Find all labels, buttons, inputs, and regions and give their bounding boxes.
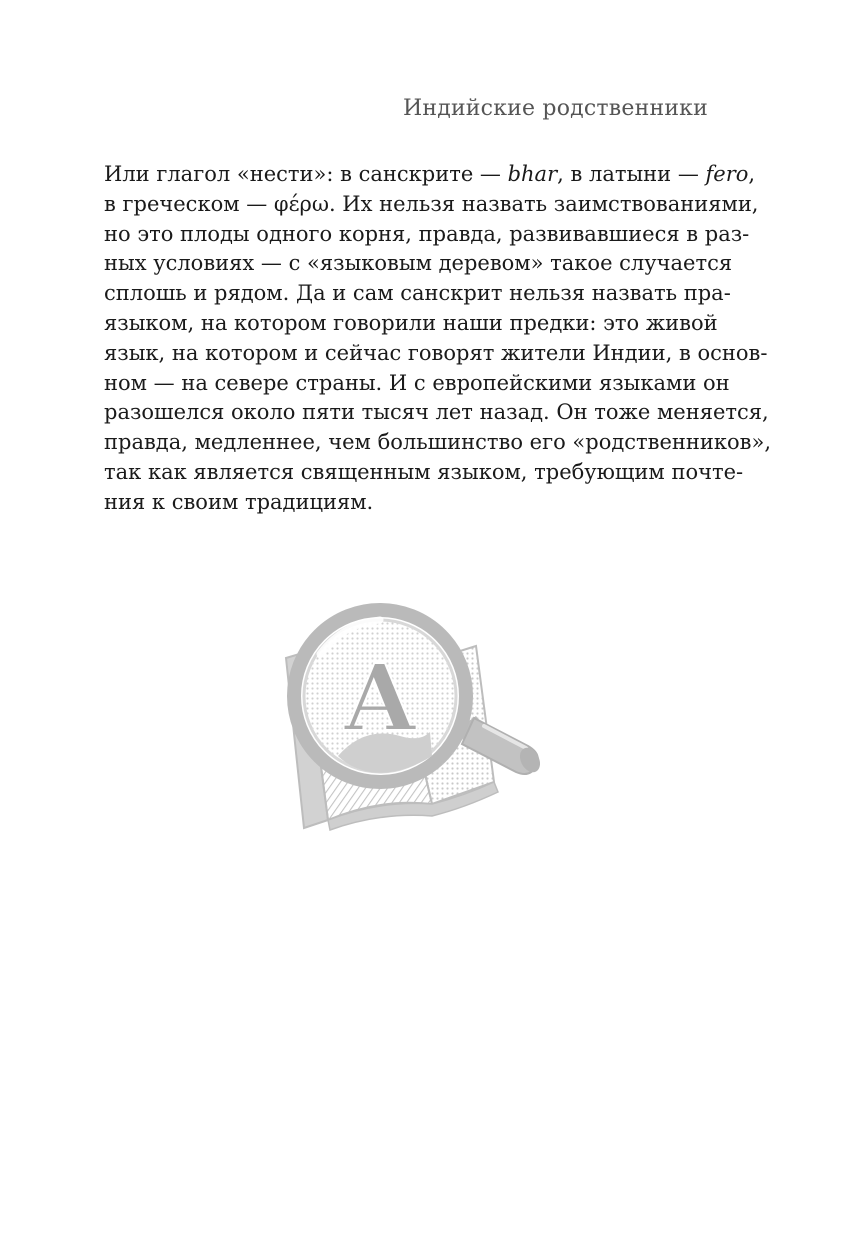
paragraph-line: в греческом — φέρω. Их нельзя назвать заимствованиями, — [104, 191, 759, 216]
paragraph-line: ном — на севере страны. И с европейскими языками он — [104, 370, 730, 395]
magnifier-book-emblem-icon — [280, 606, 552, 836]
paragraph-line: но это плоды одного корня, правда, развивавшиеся в раз- — [104, 221, 750, 246]
emblem-letter: A — [344, 644, 416, 752]
paragraph-line: языком, на котором говорили наши предки: это живой — [104, 310, 718, 335]
italic-term: fero — [705, 162, 749, 186]
paragraph-line: сплошь и рядом. Да и сам санскрит нельзя назвать пра- — [104, 281, 731, 306]
running-header: Индийские родственники — [402, 96, 708, 121]
italic-term: bhar — [507, 162, 558, 186]
paragraph-line: разошелся около пяти тысяч лет назад. Он тоже меняется, — [104, 400, 769, 425]
paragraph-line: язык, на котором и сейчас говорят жители Индии, в основ- — [104, 340, 768, 365]
paragraph-line: так как является священным языком, требующим почте- — [104, 459, 744, 484]
paragraph-line: ных условиях — с «языковым деревом» такое случается — [104, 251, 733, 276]
magnifier-lens-icon — [294, 610, 466, 782]
paragraph-line: правда, медленнее, чем большинство его «родственников», — [104, 430, 772, 455]
paragraph-line: Или глагол «нести»: в санскрите — bhar, в латыни — fero, — [104, 162, 756, 186]
body-paragraph — [104, 160, 772, 518]
paragraph-line: ния к своим традициям. — [104, 489, 374, 514]
